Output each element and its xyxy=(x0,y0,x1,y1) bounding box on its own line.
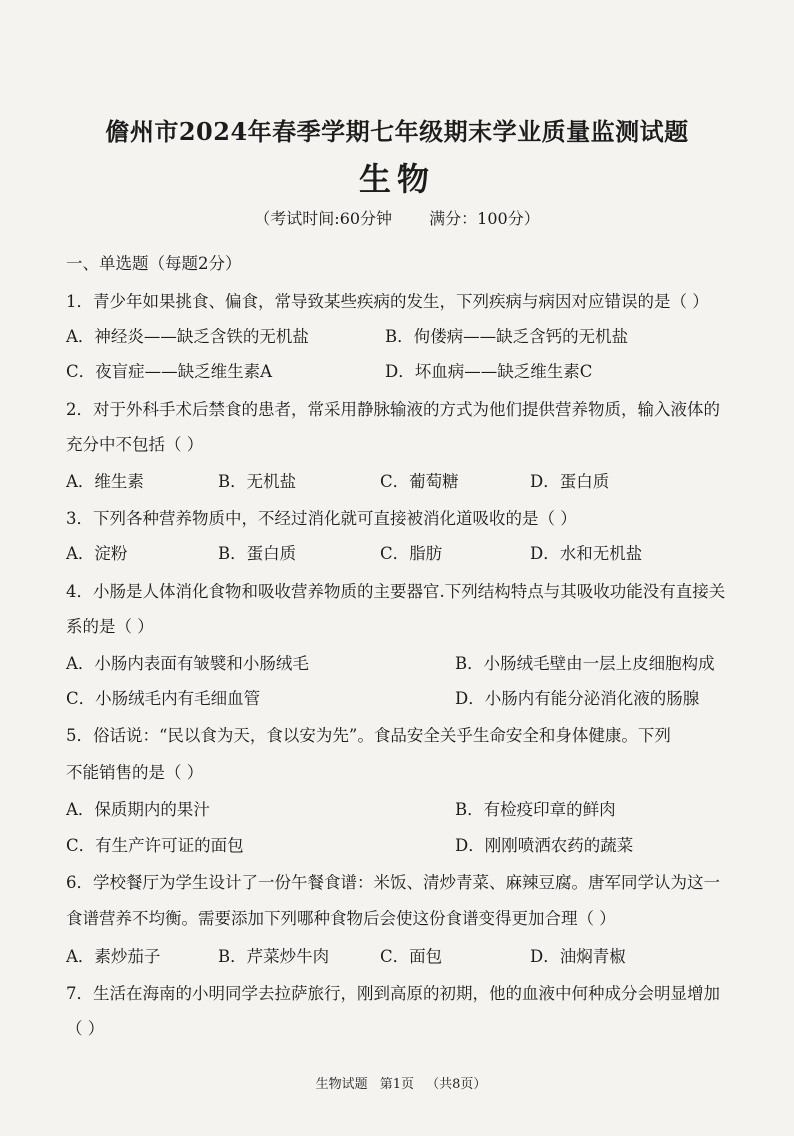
q1-option-b: B．佝偻病——缺乏含钙的无机盐 xyxy=(385,327,629,346)
question-7-stem: 7．生活在海南的小明同学去拉萨旅行，刚到高原的初期，他的血液中何种成分会明显增加 xyxy=(66,984,720,1003)
question-4-stem: 4．小肠是人体消化食物和吸收营养物质的主要器官.下列结构特点与其吸收功能没有直接关 xyxy=(66,582,726,601)
exam-title: 儋州市2024年春季学期七年级期末学业质量监测试题 xyxy=(105,117,689,146)
question-4-stem-cont: 系的是（ ） xyxy=(66,617,154,636)
subject-title: 生物 xyxy=(358,160,435,198)
question-5-stem-cont: 不能销售的是（ ） xyxy=(66,763,204,782)
q5-option-b: B．有检疫印章的鲜肉 xyxy=(455,800,616,819)
q6-option-d: D．油焖青椒 xyxy=(530,947,626,966)
q1-option-c: C．夜盲症——缺乏维生素A xyxy=(66,362,273,381)
exam-score: 满分：100分） xyxy=(429,209,540,228)
q6-option-c: C．面包 xyxy=(380,947,443,966)
question-2-stem: 2．对于外科手术后禁食的患者，常采用静脉输液的方式为他们提供营养物质，输入液体的 xyxy=(66,400,720,419)
question-6-stem: 6．学校餐厅为学生设计了一份午餐食谱：米饭、清炒青菜、麻辣豆腐。唐军同学认为这一 xyxy=(66,873,720,892)
q3-option-b: B．蛋白质 xyxy=(218,544,297,563)
q2-option-d: D．蛋白质 xyxy=(530,472,610,491)
q4-option-c: C．小肠绒毛内有毛细血管 xyxy=(66,689,261,708)
question-2-stem-cont: 充分中不包括（ ） xyxy=(66,435,204,454)
q3-option-a: A．淀粉 xyxy=(66,544,128,563)
q2-option-c: C．葡萄糖 xyxy=(380,472,459,491)
page-footer xyxy=(0,1073,794,1092)
footer-subject: 生物试题 xyxy=(315,1077,368,1092)
q4-option-a: A．小肠内表面有皱襞和小肠绒毛 xyxy=(66,654,309,673)
q6-option-b: B．芹菜炒牛肉 xyxy=(218,947,330,966)
question-7-stem-cont: （ ） xyxy=(66,1019,105,1038)
q3-option-c: C．脂肪 xyxy=(380,544,443,563)
q2-option-a: A．维生素 xyxy=(66,472,144,491)
q4-option-d: D．小肠内有能分泌消化液的肠腺 xyxy=(455,689,700,708)
q1-option-a: A．神经炎——缺乏含铁的无机盐 xyxy=(66,327,309,346)
q2-option-b: B．无机盐 xyxy=(218,472,297,491)
q5-option-a: A．保质期内的果汁 xyxy=(66,800,210,819)
q6-option-a: A．素炒茄子 xyxy=(66,947,161,966)
question-6-stem-cont: 食谱营养不均衡。需要添加下列哪种食物后会使这份食谱变得更加合理（ ） xyxy=(66,909,616,928)
section-heading: 一、单选题（每题2分） xyxy=(66,254,242,273)
question-1-stem: 1．青少年如果挑食、偏食，常导致某些疾病的发生，下列疾病与病因对应错误的是（ ） xyxy=(66,292,709,311)
q1-option-d: D．坏血病——缺乏维生素C xyxy=(385,362,593,381)
question-3-stem: 3．下列各种营养物质中，不经过消化就可直接被消化道吸收的是（ ） xyxy=(66,509,577,528)
q3-option-d: D．水和无机盐 xyxy=(530,544,643,563)
q5-option-d: D．刚刚喷洒农药的蔬菜 xyxy=(455,836,634,855)
q5-option-c: C．有生产许可证的面包 xyxy=(66,836,244,855)
exam-time: （考试时间:60分钟 xyxy=(254,209,393,228)
footer-page: 第1页 xyxy=(379,1077,414,1092)
question-5-stem: 5．俗话说：“民以食为天，食以安为先”。食品安全关乎生命安全和身体健康。下列 xyxy=(66,726,671,745)
footer-total: （共8页） xyxy=(426,1077,487,1092)
q4-option-b: B．小肠绒毛壁由一层上皮细胞构成 xyxy=(455,654,715,673)
exam-info xyxy=(0,206,794,229)
